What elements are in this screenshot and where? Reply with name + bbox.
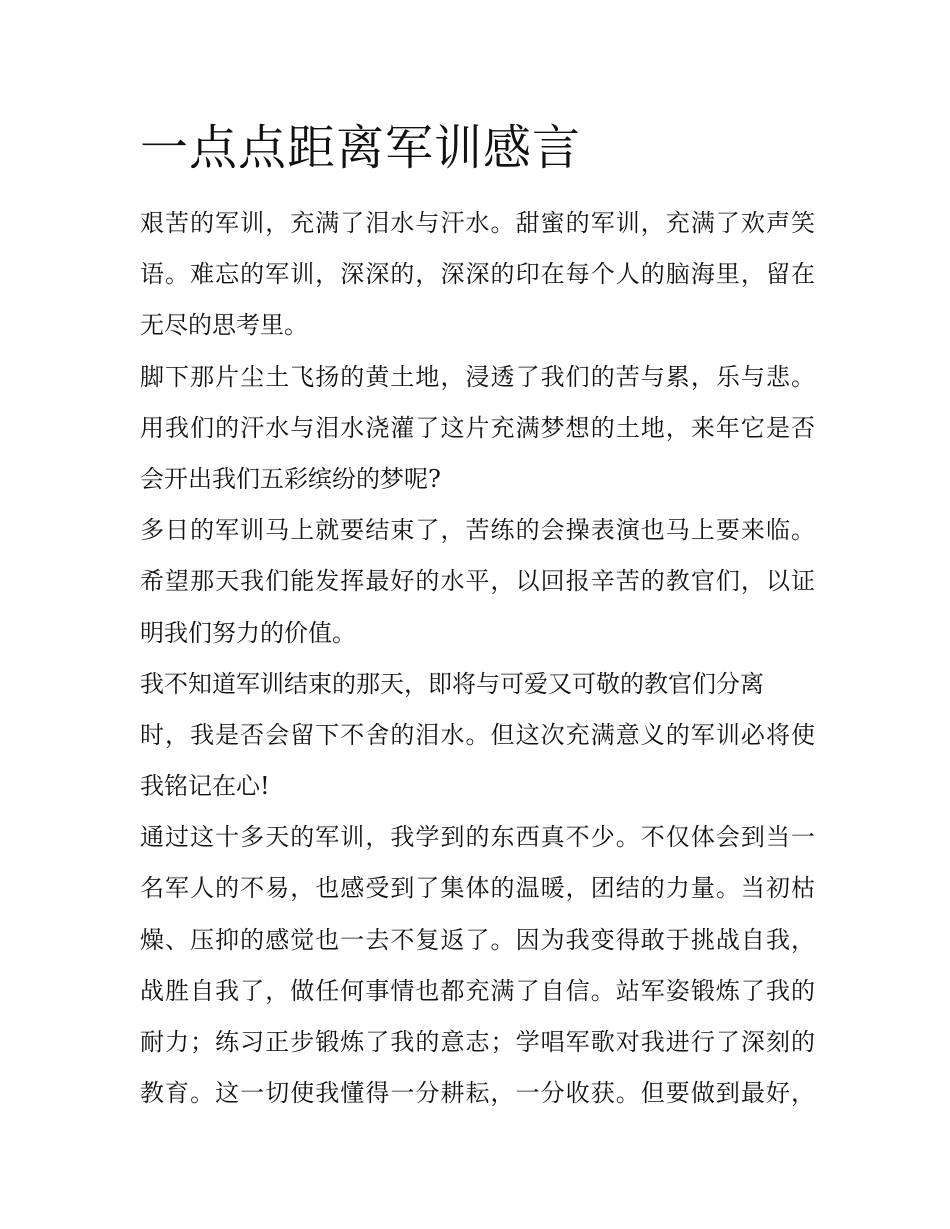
document-page <box>140 0 815 1119</box>
text-line: 教育。这一切使我懂得一分耕耘，一分收获。但要做到最好， <box>140 1079 815 1108</box>
text-line: 希望那天我们能发挥最好的水平，以回报辛苦的教官们，以证 <box>140 567 815 596</box>
text-line: 战胜自我了，做任何事情也都充满了自信。站军姿锻炼了我的 <box>140 976 815 1005</box>
page-title: 一点点距离军训感言 <box>140 120 582 176</box>
text-line: 时，我是否会留下不舍的泪水。但这次充满意义的军训必将使 <box>140 720 815 749</box>
text-line: 燥、压抑的感觉也一去不复返了。因为我变得敢于挑战自我， <box>140 925 815 954</box>
text-line: 用我们的汗水与泪水浇灌了这片充满梦想的土地，来年它是否 <box>140 413 815 442</box>
text-line: 多日的军训马上就要结束了，苦练的会操表演也马上要来临。 <box>140 516 815 545</box>
text-line: 我不知道军训结束的那天，即将与可爱又可敬的教官们分离 <box>140 669 764 698</box>
text-line: 耐力；练习正步锻炼了我的意志；学唱军歌对我进行了深刻的 <box>140 1028 815 1056</box>
text-line: 脚下那片尘土飞扬的黄土地，浸透了我们的苦与累，乐与悲。 <box>140 362 815 391</box>
text-line: 会开出我们五彩缤纷的梦呢? <box>140 464 441 493</box>
text-line: 名军人的不易，也感受到了集体的温暖，团结的力量。当初枯 <box>140 874 815 903</box>
text-line: 艰苦的军训，充满了泪水与汗水。甜蜜的军训，充满了欢声笑 <box>140 209 815 237</box>
text-line: 我铭记在心! <box>140 772 270 801</box>
text-line: 语。难忘的军训，深深的，深深的印在每个人的脑海里，留在 <box>140 260 815 289</box>
text-line: 无尽的思考里。 <box>140 311 308 340</box>
body-text <box>140 198 815 1119</box>
text-line: 通过这十多天的军训，我学到的东西真不少。不仅体会到当一 <box>140 823 815 852</box>
text-line: 明我们努力的价值。 <box>140 618 356 647</box>
